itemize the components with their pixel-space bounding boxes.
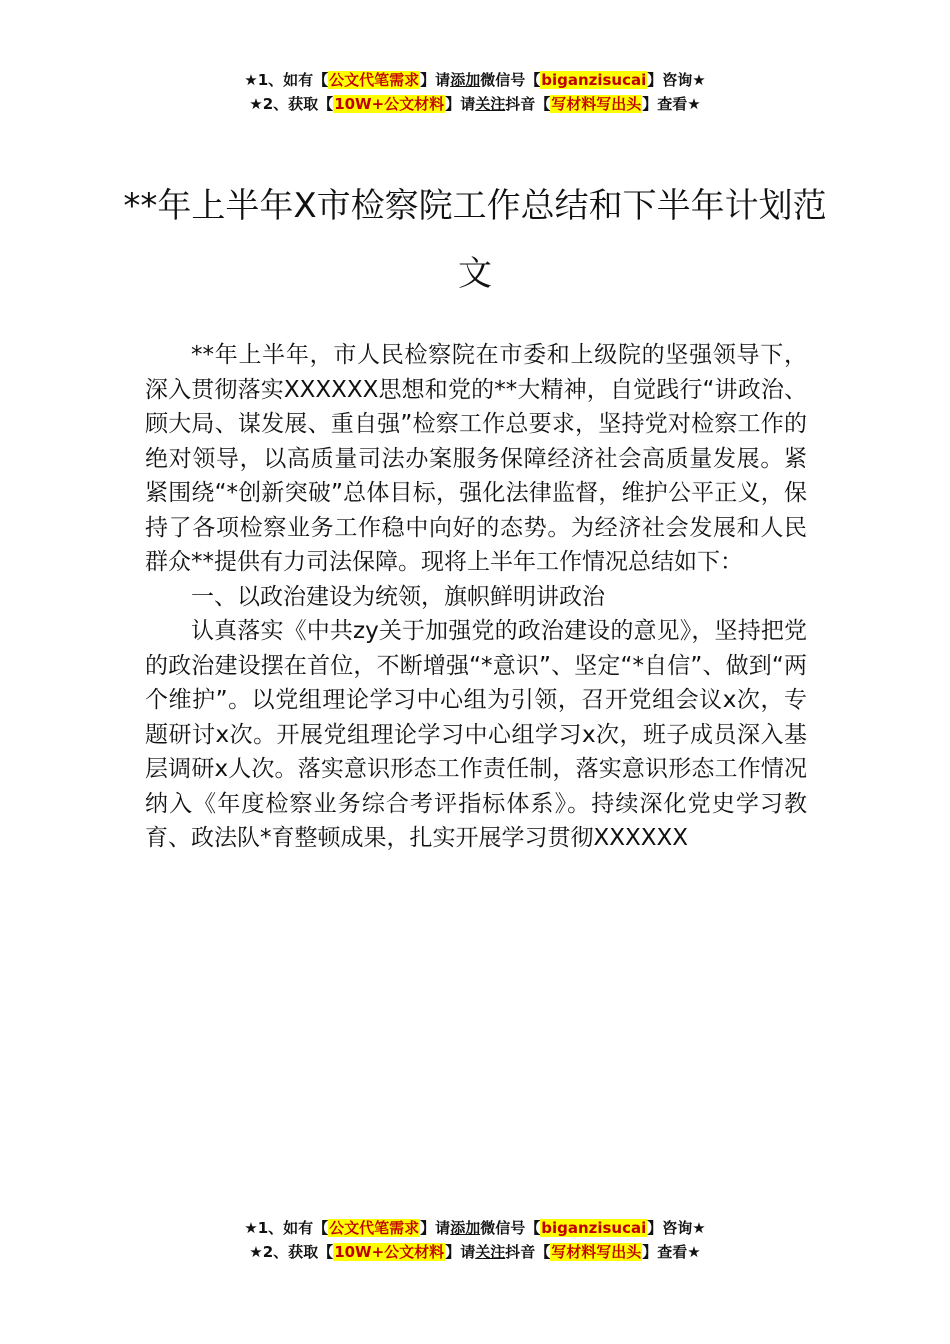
banner-line-2: ★2、获取【10W+公文材料】请关注抖音【写材料写出头】查看★ bbox=[249, 1243, 701, 1261]
highlight-materials: 10W+公文材料 bbox=[334, 1243, 445, 1261]
banner-line-1: ★1、如有【公文代笔需求】请添加微信号【biganzisucai】咨询★ bbox=[244, 71, 706, 89]
document-title: **年上半年X市检察院工作总结和下半年计划范文 bbox=[123, 186, 827, 294]
highlight-wechat-id: biganzisucai bbox=[541, 1219, 647, 1237]
paragraph-intro: **年上半年，市人民检察院在市委和上级院的坚强领导下，深入贯彻落实XXXXXX思想和党的**大精神，自觉践行“讲政治、顾大局、谋发展、重自强”检察工作总要求，坚持党对检察工作的绝对领导，以高质量司法办案服务保障经济社会高质量发展。紧紧围绕“*创新突破”总体目标，强化法律监督，维护公平正义，保持了各项检察业务工作稳中向好的态势。为经济社会发展和人民群众**提供有力司法保障。现将上半年工作情况总结如下： bbox=[145, 342, 807, 575]
header-banner bbox=[0, 68, 950, 116]
highlight-douyin: 写材料写出头 bbox=[551, 95, 642, 113]
banner-line-1: ★1、如有【公文代笔需求】请添加微信号【biganzisucai】咨询★ bbox=[244, 1219, 706, 1237]
highlight-wechat-id: biganzisucai bbox=[541, 71, 647, 89]
highlight-douyin: 写材料写出头 bbox=[551, 1243, 642, 1261]
document-body bbox=[145, 338, 807, 856]
highlight-service: 公文代笔需求 bbox=[329, 71, 420, 89]
section-heading-1: 一、以政治建设为统领，旗帜鲜明讲政治 bbox=[191, 583, 605, 610]
highlight-service: 公文代笔需求 bbox=[329, 1219, 420, 1237]
banner-line-2: ★2、获取【10W+公文材料】请关注抖音【写材料写出头】查看★ bbox=[249, 95, 701, 113]
highlight-materials: 10W+公文材料 bbox=[334, 95, 445, 113]
paragraph-section-1: 认真落实《中共zy关于加强党的政治建设的意见》，坚持把党的政治建设摆在首位，不断增强“*意识”、坚定“*自信”、做到“两个维护”。以党组理论学习中心组为引领，召开党组会议x次，专题研讨x次。开展党组理论学习中心组学习x次，班子成员深入基层调研x人次。落实意识形态工作责任制，落实意识形态工作情况纳入《年度检察业务综合考评指标体系》。持续深化党史学习教育、政法队*育整顿成果，扎实开展学习贯彻XXXXXX bbox=[145, 618, 807, 851]
footer-banner bbox=[0, 1216, 950, 1264]
